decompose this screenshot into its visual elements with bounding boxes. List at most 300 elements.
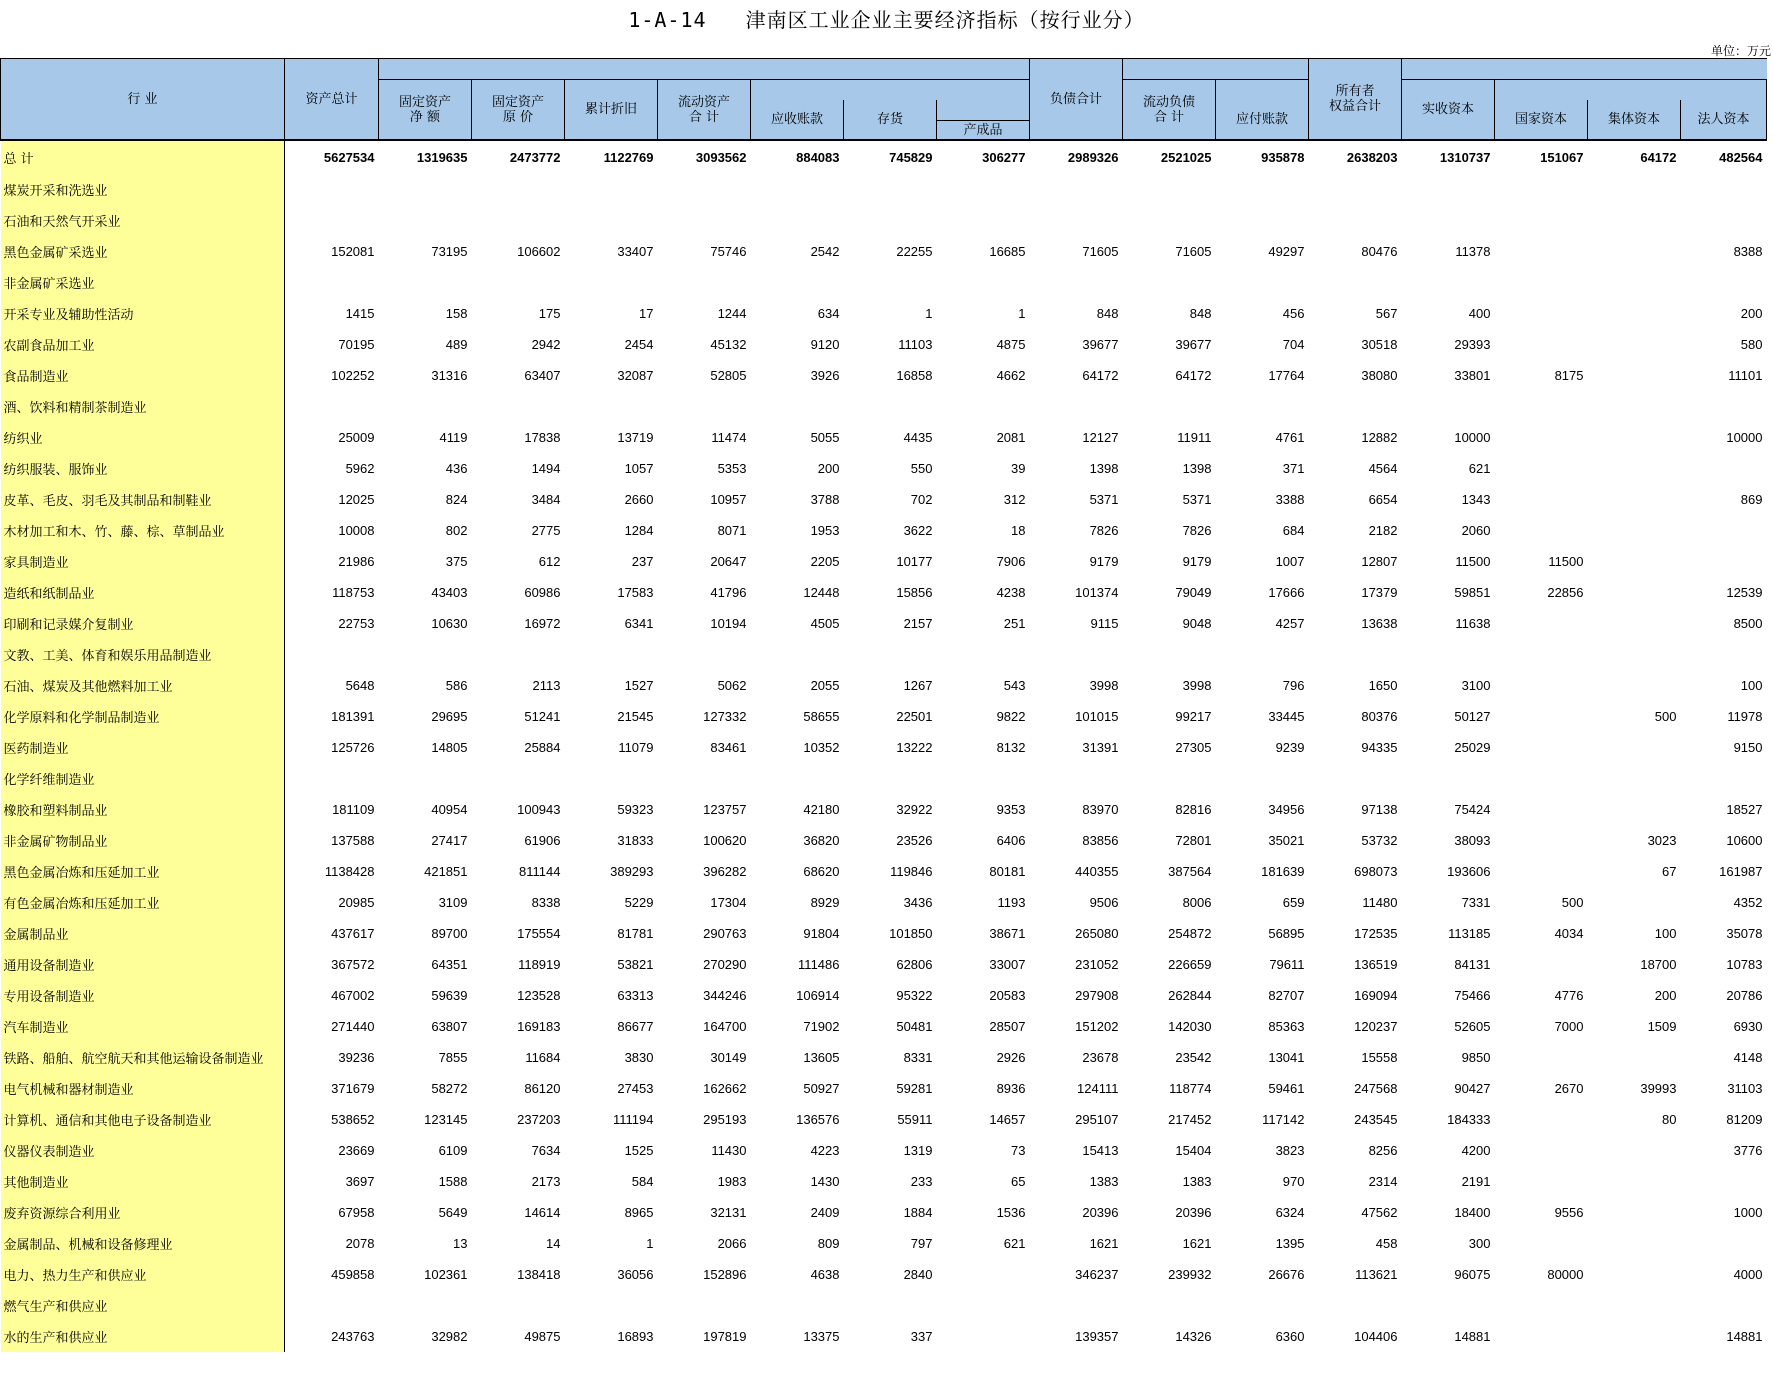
value-cell: 10177 <box>896 554 933 569</box>
value-cell: 11474 <box>711 430 747 445</box>
value-cell: 1650 <box>1368 678 1398 693</box>
value-cell <box>1495 298 1588 329</box>
value-cell: 71605 <box>1082 244 1119 259</box>
value-cell: 10008 <box>338 523 375 538</box>
value-cell: 85363 <box>1268 1019 1305 1034</box>
value-cell: 567 <box>1375 306 1398 321</box>
value-cell: 181109 <box>332 802 375 817</box>
value-cell: 239932 <box>1168 1267 1212 1282</box>
value-cell: 79049 <box>1175 585 1212 600</box>
value-cell: 17583 <box>617 585 654 600</box>
value-cell: 73195 <box>431 244 468 259</box>
value-cell: 2775 <box>531 523 561 538</box>
unit-label: 单位：万元 <box>1710 44 1771 58</box>
table-row <box>1 140 1767 174</box>
value-cell: 175554 <box>517 926 561 941</box>
value-cell: 23526 <box>896 833 933 848</box>
value-cell <box>1216 205 1309 236</box>
value-cell: 2926 <box>996 1050 1026 1065</box>
value-cell <box>1588 422 1681 453</box>
industry-name-cell: 计算机、通信和其他电子设备制造业 <box>1 1104 285 1135</box>
value-cell <box>1495 949 1588 980</box>
value-cell: 1267 <box>903 678 933 693</box>
value-cell <box>1495 515 1588 546</box>
value-cell: 27453 <box>617 1081 654 1096</box>
value-cell: 64172 <box>1588 140 1681 174</box>
value-cell <box>1588 608 1681 639</box>
value-cell: 22856 <box>1547 585 1584 600</box>
value-cell: 49875 <box>524 1329 561 1344</box>
value-cell <box>1495 1135 1588 1166</box>
value-cell <box>1402 639 1495 670</box>
value-cell: 27305 <box>1175 740 1212 755</box>
value-cell: 75466 <box>1454 988 1491 1003</box>
value-cell <box>1216 174 1309 205</box>
value-cell: 136576 <box>796 1112 840 1127</box>
value-cell: 100 <box>1654 926 1677 941</box>
value-cell: 11684 <box>525 1050 561 1065</box>
value-cell <box>1495 732 1588 763</box>
value-cell: 11101 <box>1728 368 1763 383</box>
header-fixed-orig: 固定资产 原 价 <box>472 80 565 141</box>
value-cell: 2078 <box>345 1236 375 1251</box>
value-cell: 1415 <box>345 306 375 321</box>
value-cell: 13638 <box>1361 616 1398 631</box>
value-cell: 25009 <box>338 430 375 445</box>
value-cell: 337 <box>910 1329 933 1344</box>
value-cell <box>658 391 751 422</box>
value-cell: 6930 <box>1733 1019 1763 1034</box>
value-cell: 270290 <box>703 957 747 972</box>
value-cell: 84131 <box>1454 957 1491 972</box>
value-cell: 458 <box>1375 1236 1398 1251</box>
table-row <box>1 732 1767 763</box>
industry-name-cell: 燃气生产和供应业 <box>1 1290 285 1321</box>
value-cell: 375 <box>445 554 468 569</box>
value-cell <box>565 639 658 670</box>
value-cell: 137588 <box>331 833 375 848</box>
table-row <box>1 577 1767 608</box>
value-cell: 459858 <box>331 1267 375 1282</box>
value-cell: 3100 <box>1461 678 1491 693</box>
value-cell <box>658 639 751 670</box>
industry-name-cell: 专用设备制造业 <box>1 980 285 1011</box>
value-cell <box>751 1290 844 1321</box>
header-total-assets: 资产总计 <box>285 59 379 141</box>
value-cell <box>379 639 472 670</box>
value-cell: 290763 <box>703 926 747 941</box>
value-cell <box>1495 484 1588 515</box>
value-cell: 65 <box>1011 1174 1026 1189</box>
value-cell: 80 <box>1662 1112 1677 1127</box>
value-cell: 119846 <box>890 864 933 879</box>
value-cell <box>472 763 565 794</box>
value-cell: 702 <box>910 492 933 507</box>
value-cell: 1588 <box>438 1174 468 1189</box>
value-cell: 237 <box>631 554 654 569</box>
value-cell <box>1588 1228 1681 1259</box>
industry-name-cell: 石油、煤炭及其他燃料加工业 <box>1 670 285 701</box>
value-cell: 70195 <box>338 337 375 352</box>
value-cell: 2113 <box>532 678 561 693</box>
value-cell: 1138428 <box>324 864 375 879</box>
value-cell <box>285 763 379 794</box>
value-cell: 31833 <box>617 833 654 848</box>
value-cell: 95322 <box>896 988 933 1003</box>
value-cell: 23669 <box>338 1143 375 1158</box>
value-cell: 7855 <box>438 1050 468 1065</box>
value-cell <box>1588 887 1681 918</box>
value-cell: 621 <box>1003 1236 1026 1251</box>
value-cell: 621 <box>1468 461 1491 476</box>
value-cell: 72801 <box>1175 833 1212 848</box>
table-row <box>1 1228 1767 1259</box>
value-cell <box>1681 174 1767 205</box>
value-cell: 193606 <box>1447 864 1491 879</box>
value-cell <box>1216 639 1309 670</box>
value-cell <box>1030 763 1123 794</box>
table-row <box>1 856 1767 887</box>
value-cell <box>472 391 565 422</box>
value-cell <box>1495 856 1588 887</box>
value-cell: 29695 <box>431 709 468 724</box>
value-cell <box>937 1290 1030 1321</box>
value-cell <box>1588 1290 1681 1321</box>
value-cell: 80181 <box>989 864 1026 879</box>
value-cell: 31316 <box>431 368 468 383</box>
value-cell: 59851 <box>1454 585 1491 600</box>
value-cell: 4223 <box>810 1143 840 1158</box>
header-payables: 应付账款 <box>1216 100 1309 140</box>
value-cell: 197819 <box>703 1329 747 1344</box>
table-row <box>1 236 1767 267</box>
value-cell: 8006 <box>1182 895 1212 910</box>
value-cell: 2660 <box>624 492 654 507</box>
value-cell: 10783 <box>1726 957 1763 972</box>
value-cell <box>937 267 1030 298</box>
value-cell: 869 <box>1740 492 1763 507</box>
value-cell: 6109 <box>438 1143 468 1158</box>
value-cell: 42180 <box>803 802 840 817</box>
value-cell: 5353 <box>717 461 747 476</box>
value-cell: 17 <box>639 306 654 321</box>
value-cell: 20786 <box>1726 988 1763 1003</box>
table-row <box>1 360 1767 391</box>
value-cell: 4238 <box>996 585 1026 600</box>
value-cell <box>751 174 844 205</box>
value-cell: 306277 <box>937 140 1030 174</box>
table-header <box>1 59 1767 141</box>
value-cell: 2942 <box>531 337 561 352</box>
value-cell: 437617 <box>331 926 375 941</box>
value-cell: 4875 <box>996 337 1026 352</box>
value-cell: 61906 <box>524 833 561 848</box>
value-cell: 59461 <box>1268 1081 1305 1096</box>
value-cell: 1319635 <box>379 140 472 174</box>
value-cell: 111194 <box>613 1112 654 1127</box>
value-cell: 10000 <box>1454 430 1491 445</box>
value-cell: 436 <box>445 461 468 476</box>
industry-name-cell: 文教、工美、体育和娱乐用品制造业 <box>1 639 285 670</box>
value-cell: 698073 <box>1354 864 1398 879</box>
value-cell: 14 <box>546 1236 561 1251</box>
value-cell: 3484 <box>531 492 561 507</box>
value-cell: 11638 <box>1455 616 1491 631</box>
value-cell: 14881 <box>1726 1329 1763 1344</box>
value-cell: 71605 <box>1175 244 1212 259</box>
value-cell <box>1495 825 1588 856</box>
value-cell: 3388 <box>1275 492 1305 507</box>
value-cell: 5229 <box>624 895 654 910</box>
value-cell: 80376 <box>1361 709 1398 724</box>
value-cell: 7826 <box>1089 523 1119 538</box>
value-cell: 550 <box>910 461 933 476</box>
value-cell: 28507 <box>989 1019 1026 1034</box>
value-cell: 59281 <box>896 1081 933 1096</box>
value-cell: 1 <box>646 1236 654 1251</box>
value-cell: 5371 <box>1182 492 1212 507</box>
value-cell <box>1495 391 1588 422</box>
value-cell: 1983 <box>717 1174 747 1189</box>
value-cell: 3823 <box>1275 1143 1305 1158</box>
value-cell: 8388 <box>1733 244 1763 259</box>
industry-name-cell: 汽车制造业 <box>1 1011 285 1042</box>
industry-name-cell: 橡胶和塑料制品业 <box>1 794 285 825</box>
value-cell: 25029 <box>1454 740 1491 755</box>
value-cell: 101015 <box>1075 709 1119 724</box>
value-cell: 113185 <box>1448 926 1491 941</box>
value-cell <box>1588 236 1681 267</box>
industry-name-cell: 总 计 <box>1 140 285 174</box>
value-cell: 82707 <box>1268 988 1305 1003</box>
value-cell <box>1123 639 1216 670</box>
value-cell: 684 <box>1282 523 1305 538</box>
value-cell: 1953 <box>810 523 840 538</box>
value-cell: 20647 <box>710 554 747 569</box>
value-cell <box>379 1290 472 1321</box>
value-cell: 1319 <box>903 1143 933 1158</box>
value-cell <box>658 1290 751 1321</box>
value-cell: 4352 <box>1733 895 1763 910</box>
value-cell <box>1030 205 1123 236</box>
value-cell: 5055 <box>810 430 840 445</box>
table-row <box>1 980 1767 1011</box>
value-cell: 586 <box>445 678 468 693</box>
value-cell: 17838 <box>524 430 561 445</box>
value-cell: 39 <box>1011 461 1026 476</box>
value-cell: 59323 <box>617 802 654 817</box>
indicator-table <box>0 58 1767 1352</box>
industry-name-cell: 家具制造业 <box>1 546 285 577</box>
header-receivables: 应收账款 <box>751 100 844 140</box>
value-cell: 9150 <box>1733 740 1763 755</box>
value-cell: 3998 <box>1089 678 1119 693</box>
value-cell: 38080 <box>1361 368 1398 383</box>
value-cell: 80000 <box>1547 1267 1584 1282</box>
value-cell: 226659 <box>1168 957 1212 972</box>
value-cell: 2173 <box>531 1174 561 1189</box>
value-cell: 125726 <box>331 740 375 755</box>
value-cell <box>1588 267 1681 298</box>
value-cell: 2542 <box>810 244 840 259</box>
value-cell: 64351 <box>431 957 468 972</box>
header-state-capital: 国家资本 <box>1495 100 1588 140</box>
table-body <box>1 140 1767 1352</box>
value-cell: 59639 <box>431 988 468 1003</box>
value-cell: 634 <box>817 306 840 321</box>
value-cell: 1525 <box>624 1143 654 1158</box>
value-cell: 100943 <box>517 802 561 817</box>
value-cell <box>658 174 751 205</box>
value-cell <box>1588 763 1681 794</box>
value-cell: 935878 <box>1216 140 1309 174</box>
value-cell <box>1495 174 1588 205</box>
table-row <box>1 1166 1767 1197</box>
table-row <box>1 763 1767 794</box>
value-cell: 10600 <box>1726 833 1763 848</box>
value-cell: 9120 <box>810 337 840 352</box>
industry-name-cell: 有色金属冶炼和压延加工业 <box>1 887 285 918</box>
value-cell: 60986 <box>524 585 561 600</box>
value-cell: 2638203 <box>1309 140 1402 174</box>
value-cell: 297908 <box>1075 988 1119 1003</box>
value-cell: 18700 <box>1640 957 1677 972</box>
table-row <box>1 639 1767 670</box>
value-cell: 124111 <box>1077 1081 1119 1096</box>
value-cell: 62806 <box>896 957 933 972</box>
value-cell: 5627534 <box>285 140 379 174</box>
value-cell <box>1495 1228 1588 1259</box>
value-cell: 14614 <box>524 1205 561 1220</box>
value-cell: 9506 <box>1089 895 1119 910</box>
value-cell <box>1123 205 1216 236</box>
industry-name-cell: 电力、热力生产和供应业 <box>1 1259 285 1290</box>
value-cell: 7826 <box>1182 523 1212 538</box>
value-cell: 127332 <box>703 709 747 724</box>
value-cell <box>1123 391 1216 422</box>
value-cell <box>565 1290 658 1321</box>
value-cell: 295107 <box>1075 1112 1119 1127</box>
value-cell <box>1495 1042 1588 1073</box>
industry-name-cell: 黑色金属冶炼和压延加工业 <box>1 856 285 887</box>
value-cell: 13605 <box>803 1050 840 1065</box>
value-cell: 36056 <box>617 1267 654 1282</box>
value-cell: 63313 <box>617 988 654 1003</box>
value-cell <box>1123 267 1216 298</box>
value-cell: 16972 <box>524 616 561 631</box>
value-cell: 367572 <box>331 957 375 972</box>
value-cell <box>285 1290 379 1321</box>
value-cell: 161987 <box>1719 864 1763 879</box>
value-cell: 233 <box>910 1174 933 1189</box>
value-cell: 113621 <box>1355 1267 1398 1282</box>
value-cell: 20985 <box>338 895 375 910</box>
value-cell <box>751 267 844 298</box>
table-row <box>1 546 1767 577</box>
value-cell <box>1495 329 1588 360</box>
value-cell: 11378 <box>1455 244 1491 259</box>
value-cell: 100620 <box>703 833 747 848</box>
value-cell: 35021 <box>1268 833 1305 848</box>
value-cell: 970 <box>1282 1174 1305 1189</box>
value-cell: 33801 <box>1454 368 1491 383</box>
value-cell: 1000 <box>1733 1205 1763 1220</box>
value-cell: 21545 <box>617 709 654 724</box>
value-cell: 9179 <box>1089 554 1119 569</box>
value-cell: 11480 <box>1362 895 1398 910</box>
value-cell: 12448 <box>803 585 840 600</box>
value-cell: 120237 <box>1354 1019 1398 1034</box>
table-row <box>1 1011 1767 1042</box>
value-cell: 27417 <box>431 833 468 848</box>
value-cell <box>472 1290 565 1321</box>
value-cell: 91804 <box>803 926 840 941</box>
value-cell: 52605 <box>1454 1019 1491 1034</box>
value-cell: 55911 <box>897 1112 933 1127</box>
value-cell <box>1309 1290 1402 1321</box>
value-cell: 81209 <box>1726 1112 1763 1127</box>
value-cell: 2055 <box>810 678 840 693</box>
value-cell <box>844 205 937 236</box>
value-cell: 45132 <box>710 337 747 352</box>
value-cell: 1284 <box>624 523 654 538</box>
value-cell: 11978 <box>1727 709 1763 724</box>
value-cell: 7906 <box>996 554 1026 569</box>
value-cell <box>751 205 844 236</box>
value-cell: 2314 <box>1368 1174 1398 1189</box>
value-cell: 13041 <box>1268 1050 1305 1065</box>
value-cell <box>1588 577 1681 608</box>
value-cell: 9115 <box>1090 616 1119 631</box>
value-cell: 4257 <box>1275 616 1305 631</box>
value-cell: 30149 <box>710 1050 747 1065</box>
value-cell: 295193 <box>703 1112 747 1127</box>
value-cell <box>1588 360 1681 391</box>
value-cell <box>844 174 937 205</box>
value-cell <box>658 763 751 794</box>
industry-name-cell: 非金属矿物制品业 <box>1 825 285 856</box>
value-cell: 1509 <box>1647 1019 1677 1034</box>
value-cell: 40954 <box>431 802 468 817</box>
value-cell <box>1495 453 1588 484</box>
value-cell: 3697 <box>345 1174 375 1189</box>
table-row <box>1 1290 1767 1321</box>
value-cell: 53821 <box>617 957 654 972</box>
value-cell: 15856 <box>896 585 933 600</box>
table-row <box>1 174 1767 205</box>
value-cell <box>844 639 937 670</box>
value-cell <box>1588 794 1681 825</box>
value-cell: 26676 <box>1268 1267 1305 1282</box>
value-cell: 39677 <box>1082 337 1119 352</box>
value-cell: 3436 <box>903 895 933 910</box>
value-cell: 884083 <box>751 140 844 174</box>
value-cell <box>1402 1290 1495 1321</box>
value-cell <box>1681 1290 1767 1321</box>
table-row <box>1 794 1767 825</box>
industry-name-cell: 医药制造业 <box>1 732 285 763</box>
value-cell: 118774 <box>1169 1081 1212 1096</box>
value-cell: 440355 <box>1075 864 1119 879</box>
value-cell: 12539 <box>1726 585 1763 600</box>
value-cell: 243763 <box>331 1329 375 1344</box>
value-cell: 467002 <box>331 988 375 1003</box>
page-title: 1-A-14 津南区工业企业主要经济指标（按行业分） <box>628 8 1145 32</box>
table-row <box>1 1135 1767 1166</box>
value-cell: 50481 <box>896 1019 933 1034</box>
value-cell <box>1588 546 1681 577</box>
value-cell: 389293 <box>610 864 654 879</box>
